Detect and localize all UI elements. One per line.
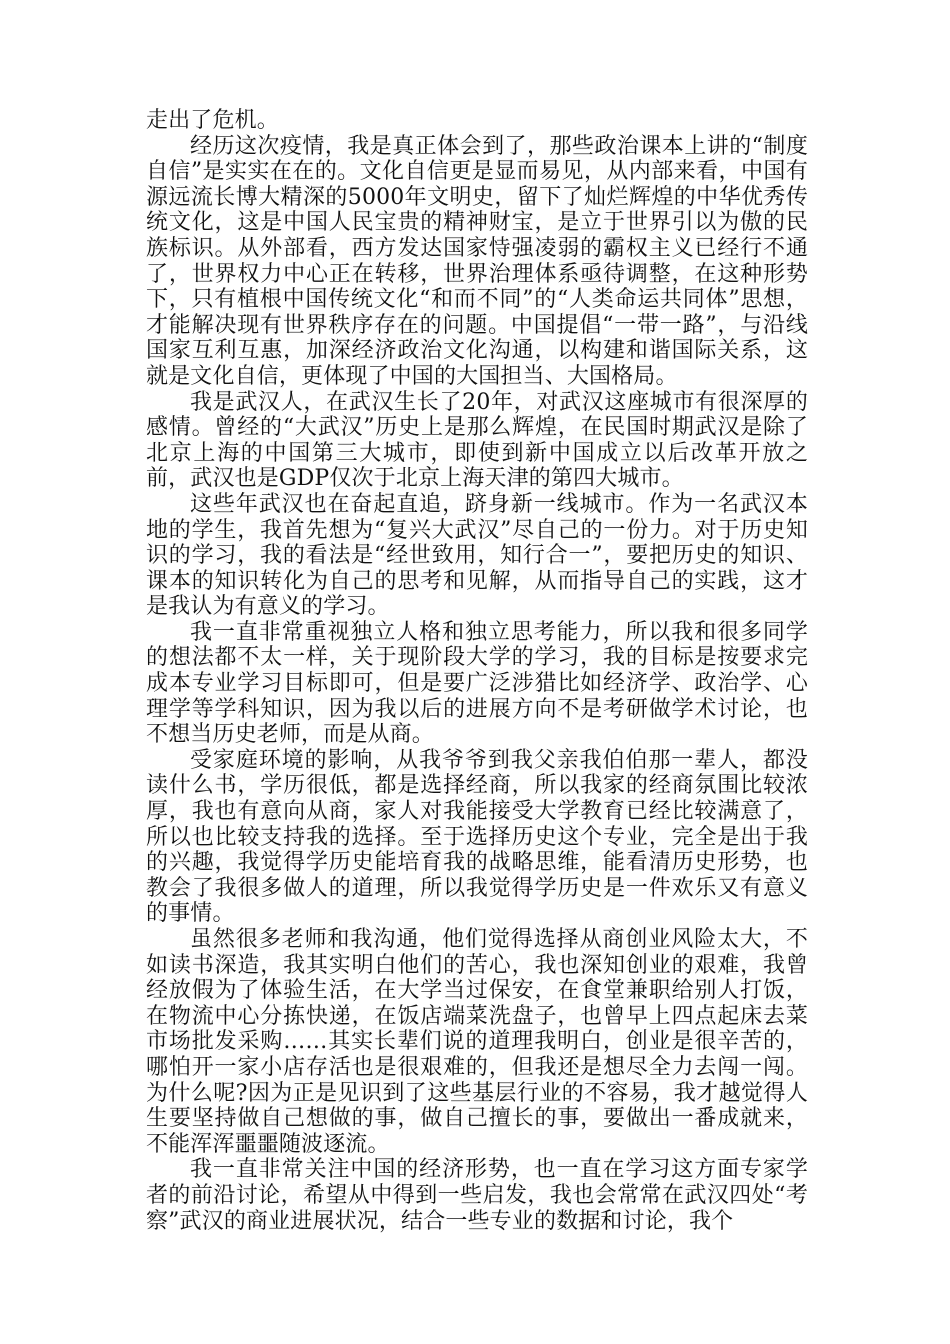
paragraph-1: 走出了危机。	[146, 108, 279, 133]
paragraph-6: 受家庭环境的影响，从我爷爷到我父亲我伯伯那一辈人，都没读什么书，学历很低，都是选择经商，所以我家的经商氛围比较浓厚，我也有意向从商，家人对我能接受大学教育已经比较满意了，所以也比较支持我的选择。至于选择历史这个专业，完全是出于我的兴趣，我觉得学历史能培育我的战略思维，能看清历史形势，也教会了我很多做人的道理，所以我觉得学历史是一件欢乐又有意义的事情。	[146, 747, 808, 927]
paragraph-7: 虽然很多老师和我沟通，他们觉得选择从商创业风险太大，不如读书深造，我其实明白他们的苦心，我也深知创业的艰难，我曾经放假为了体验生活，在大学当过保安，在食堂兼职给别人打饭，在物流中心分拣快递，在饭店端菜洗盘子，也曾早上四点起床去菜市场批发采购……其实长辈们说的道理我明白，创业是很辛苦的，哪怕开一家小店存活也是很艰难的，但我还是想尽全力去闯一闯。为什么呢?因为正是见识到了这些基层行业的不容易，我才越觉得人生要坚持做自己想做的事，做自己擅长的事，要做出一番成就来，不能浑浑噩噩随波逐流。	[146, 927, 808, 1157]
paragraph-8: 我一直非常关注中国的经济形势，也一直在学习这方面专家学者的前沿讨论，希望从中得到一些启发，我也会常常在武汉四处“考察”武汉的商业进展状况，结合一些专业的数据和讨论，我个	[146, 1157, 808, 1234]
document-body	[146, 108, 808, 1234]
paragraph-5: 我一直非常重视独立人格和独立思考能力，所以我和很多同学的想法都不太一样，关于现阶段大学的学习，我的目标是按要求完成本专业学习目标即可，但是要广泛涉猎比如经济学、政治学、心理学等学科知识，因为我以后的进展方向不是考研做学术讨论，也不想当历史老师，而是从商。	[146, 619, 808, 748]
paragraph-4: 这些年武汉也在奋起直追，跻身新一线城市。作为一名武汉本地的学生，我首先想为“复兴大武汉”尽自己的一份力。对于历史知识的学习，我的看法是“经世致用，知行合一”，要把历史的知识、课本的知识转化为自己的思考和见解，从而指导自己的实践，这才是我认为有意义的学习。	[146, 491, 808, 620]
paragraph-2: 经历这次疫情，我是真正体会到了，那些政治课本上讲的“制度自信”是实实在在的。文化自信更是显而易见，从内部来看，中国有源远流长博大精深的5000年文明史，留下了灿烂辉煌的中华优秀传统文化，这是中国人民宝贵的精神财宝，是立于世界引以为傲的民族标识。从外部看，西方发达国家恃强凌弱的霸权主义已经行不通了，世界权力中心正在转移，世界治理体系亟待调整，在这种形势下，只有植根中国传统文化“和而不同”的“人类命运共同体”思想，才能解决现有世界秩序存在的问题。中国提倡“一带一路”，与沿线国家互利互惠，加深经济政治文化沟通，以构建和谐国际关系，这就是文化自信，更体现了中国的大国担当、大国格局。	[146, 133, 808, 389]
paragraph-3: 我是武汉人，在武汉生长了20年，对武汉这座城市有很深厚的感情。曾经的“大武汉”历史上是那么辉煌，在民国时期武汉是除了北京上海的中国第三大城市，即使到新中国成立以后改革开放之前，武汉也是GDP仅次于北京上海天津的第四大城市。	[146, 389, 808, 492]
